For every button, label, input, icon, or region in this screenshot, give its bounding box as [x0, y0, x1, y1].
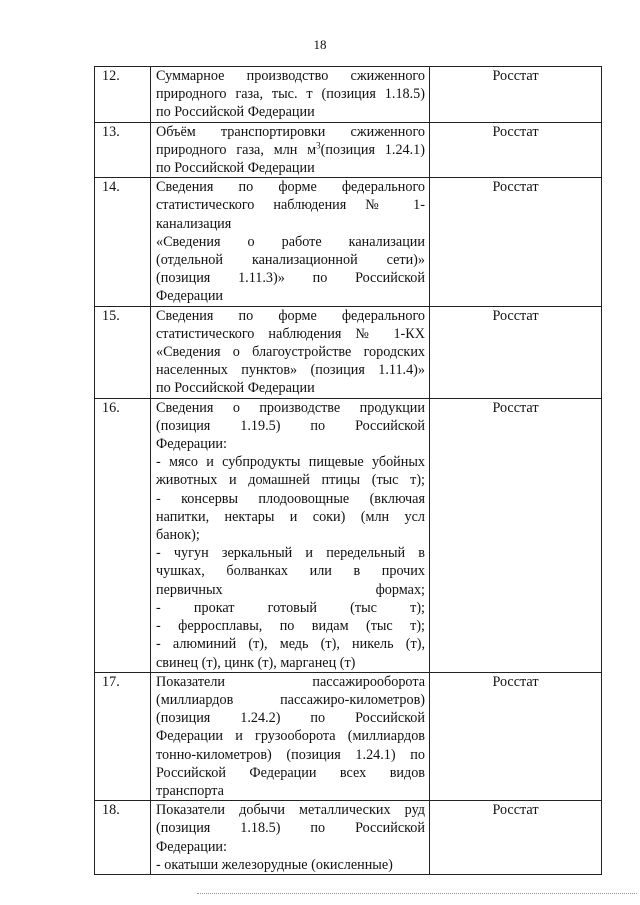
row-source: Росстат — [430, 801, 602, 875]
table-row — [95, 801, 602, 875]
row-description — [151, 122, 430, 178]
row-number: 13. — [95, 122, 151, 178]
description-line: «Сведения о работе канализации — [156, 233, 425, 250]
table-row — [95, 178, 602, 306]
row-description — [151, 306, 430, 398]
description-line: Показатели добычи металлических руд — [156, 802, 425, 819]
description-line: (позиция 1.11.3)» по Российской — [156, 270, 425, 287]
row-number: 15. — [95, 306, 151, 398]
description-line: банок); — [156, 527, 200, 544]
description-line: (отдельной канализационной сети)» — [156, 252, 425, 269]
description-line: природного газа, тыс. т (позиция 1.18.5) — [156, 86, 425, 103]
description-line: по Российской Федерации — [156, 160, 315, 177]
description-line: (миллиардов пассажиро-километров) — [156, 691, 425, 708]
description-line: Федерации — [156, 288, 224, 305]
description-line: (позиция 1.18.5) по Российской — [156, 820, 425, 837]
row-description — [151, 801, 430, 875]
line-text: природного газа, млн м — [156, 141, 317, 158]
description-line: Сведения по форме федерального — [156, 179, 425, 196]
description-line: Федерации: — [156, 838, 227, 855]
page-number: 18 — [313, 37, 327, 52]
description-line — [156, 141, 425, 159]
row-source: Росстат — [430, 67, 602, 123]
row-number: 16. — [95, 398, 151, 672]
description-line: Федерации: — [156, 436, 227, 453]
description-line: тонно-километров) (позиция 1.24.1) по — [156, 746, 425, 763]
description-line: животных и домашней птицы (тыс т); — [156, 472, 425, 489]
description-line: - чугун зеркальный и передельный в — [156, 545, 425, 562]
description-line: Показатели пассажирооборота — [156, 673, 425, 690]
description-line: по Российской Федерации — [156, 380, 315, 397]
description-line: по Российской Федерации — [156, 104, 315, 121]
superscript: 3 — [316, 140, 321, 151]
description-line: - консервы плодоовощные (включая — [156, 490, 425, 507]
data-table — [94, 66, 602, 875]
description-line: статистического наблюдения № 1- — [156, 197, 425, 214]
row-source: Росстат — [430, 178, 602, 306]
row-description — [151, 398, 430, 672]
description-line: Суммарное производство сжиженного — [156, 68, 425, 84]
table-row — [95, 672, 602, 800]
row-number: 17. — [95, 672, 151, 800]
table-row — [95, 398, 602, 672]
row-source: Росстат — [430, 122, 602, 178]
description-line: (позиция 1.19.5) по Российской — [156, 417, 425, 434]
description-line: - прокат готовый (тыс т); — [156, 599, 425, 616]
description-line: первичных формах; — [156, 581, 425, 598]
description-line: Сведения о производстве продукции — [156, 399, 425, 416]
table-row — [95, 122, 602, 178]
line-text: (позиция 1.24.1) — [320, 141, 426, 158]
description-line: - мясо и субпродукты пищевые убойных — [156, 454, 425, 471]
row-source: Росстат — [430, 398, 602, 672]
description-line: статистического наблюдения № 1-КХ — [156, 325, 425, 342]
description-line: Сведения по форме федерального — [156, 307, 425, 324]
description-line: (позиция 1.24.2) по Российской — [156, 710, 425, 727]
row-source: Росстат — [430, 306, 602, 398]
row-source: Росстат — [430, 672, 602, 800]
row-number: 18. — [95, 801, 151, 875]
description-line: Федерации и грузооборота (миллиардов — [156, 728, 425, 745]
description-line: напитки, нектары и соки) (млн усл — [156, 508, 425, 525]
description-line: - окатыши железорудные (окисленные) — [156, 856, 393, 873]
row-description — [151, 672, 430, 800]
row-description — [151, 67, 430, 123]
row-number: 12. — [95, 67, 151, 123]
bottom-divider — [197, 893, 637, 894]
description-line: Российской Федерации всех видов — [156, 764, 425, 781]
table-row — [95, 67, 602, 123]
description-line: «Сведения о благоустройстве городских — [156, 344, 425, 361]
row-number: 14. — [95, 178, 151, 306]
description-line: свинец (т), цинк (т), марганец (т) — [156, 654, 356, 671]
description-line: - ферросплавы, по видам (тыс т); — [156, 618, 425, 635]
description-line: Объём транспортировки сжиженного — [156, 123, 425, 140]
description-line: - алюминий (т), медь (т), никель (т), — [156, 636, 425, 653]
description-line: транспорта — [156, 782, 224, 799]
table-row — [95, 306, 602, 398]
description-line: чушках, болванках или в прочих — [156, 563, 425, 580]
description-line: населенных пунктов» (позиция 1.11.4)» — [156, 362, 425, 379]
description-line: канализация — [156, 215, 232, 232]
row-description — [151, 178, 430, 306]
